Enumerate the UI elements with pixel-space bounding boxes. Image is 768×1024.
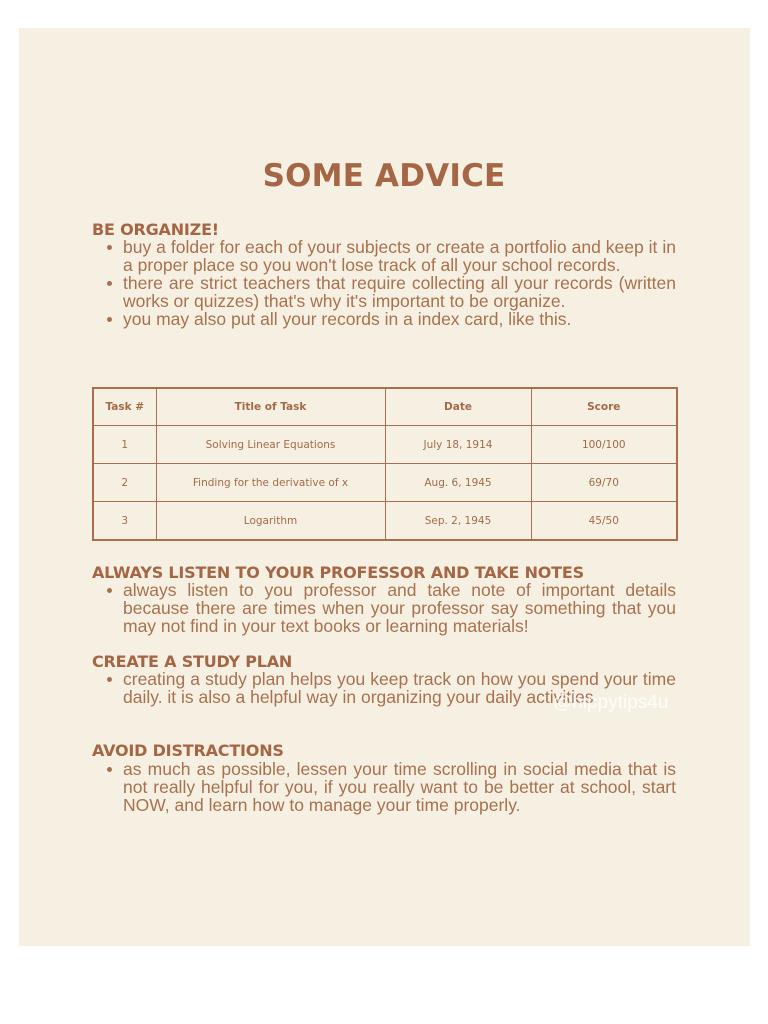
cell-title: Logarithm [156,502,385,541]
table-header-row [93,388,677,426]
index-card-table [92,387,678,541]
cell-title: Solving Linear Equations [156,426,385,464]
cell-score: 69/70 [531,464,677,502]
column-header-date: Date [385,388,531,426]
cell-score: 45/50 [531,502,677,541]
watermark: @hippytips4u [553,692,669,713]
section-heading-listen: ALWAYS LISTEN TO YOUR PROFESSOR AND TAKE NOTES [92,563,584,582]
cell-task-number: 1 [93,426,156,464]
bullet-list-listen [92,581,676,635]
column-header-title: Title of Task [156,388,385,426]
cell-date: July 18, 1914 [385,426,531,464]
table-row [93,464,677,502]
bullet-item: there are strict teachers that require collecting all your records (written works or quizzes) that's why it's important to be organize. [92,274,676,310]
column-header-task-number: Task # [93,388,156,426]
cell-task-number: 2 [93,464,156,502]
bullet-item: creating a study plan helps you keep track on how you spend your time daily. it is also a helpful way in organizing your daily activities. [92,670,676,706]
bullet-item: as much as possible, lessen your time scrolling in social media that is not really helpful for you, if you really want to be better at school, start NOW, and learn how to manage your time properly. [92,760,676,814]
section-heading-avoid-distractions: AVOID DISTRACTIONS [92,741,284,760]
bullet-item: you may also put all your records in a index card, like this. [92,310,676,328]
table-row [93,502,677,541]
column-header-score: Score [531,388,677,426]
bullet-item: always listen to you professor and take note of important details because there are times when your professor say something that you may not find in your text books or learning materials! [92,581,676,635]
bullet-list-avoid-distractions [92,760,676,814]
page-title: SOME ADVICE [262,158,506,194]
bullet-list-be-organize [92,238,676,328]
section-heading-study-plan: CREATE A STUDY PLAN [92,652,293,671]
cell-date: Sep. 2, 1945 [385,502,531,541]
cell-score: 100/100 [531,426,677,464]
bullet-item: buy a folder for each of your subjects or create a portfolio and keep it in a proper place so you won't lose track of all your school records. [92,238,676,274]
cell-date: Aug. 6, 1945 [385,464,531,502]
cell-title: Finding for the derivative of x [156,464,385,502]
table-row [93,426,677,464]
cell-task-number: 3 [93,502,156,541]
section-heading-be-organize: BE ORGANIZE! [92,220,219,239]
